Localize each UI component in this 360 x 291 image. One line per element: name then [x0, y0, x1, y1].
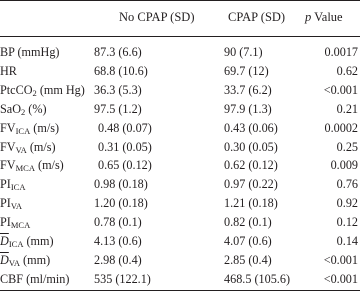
row-label-main: HR [0, 64, 17, 78]
cell-no-cpap: 68.8 (10.6) [94, 64, 148, 78]
cell-p-value: <0.001 [323, 272, 358, 286]
cell-no-cpap: 97.5 (1.2) [94, 102, 142, 116]
header-rule [0, 36, 360, 37]
row-label-subscript: VA [8, 258, 20, 268]
header-no-cpap: No CPAP (SD) [119, 10, 195, 24]
cell-p-value: <0.001 [323, 253, 358, 267]
cell-p-value: 0.0017 [324, 45, 358, 59]
cell-cpap: 1.21 (0.18) [224, 196, 278, 210]
row-label-unit: (mm Hg) [36, 83, 85, 97]
cell-p-value: 0.62 [336, 64, 358, 78]
cell-no-cpap: 0.65 (0.12) [98, 158, 152, 172]
row-label [0, 120, 59, 137]
cell-cpap: 0.30 (0.05) [224, 140, 278, 154]
row-label [0, 82, 85, 99]
row-label-unit: (mm) [20, 253, 51, 267]
row-label-main: FV [0, 121, 16, 135]
row-label-subscript: 2 [32, 88, 37, 98]
cell-cpap: 0.43 (0.06) [224, 121, 278, 135]
row-label-subscript: ICA [8, 239, 24, 249]
cell-cpap: 69.7 (12) [224, 64, 269, 78]
cell-cpap: 468.5 (105.6) [224, 272, 291, 286]
row-label-subscript: VA [15, 145, 27, 155]
row-label-main: FV [0, 140, 16, 154]
row-label [0, 252, 50, 269]
row-label [0, 176, 25, 193]
cell-no-cpap: 0.31 (0.05) [98, 140, 152, 154]
header-p-italic: p [305, 10, 312, 24]
row-label-main: BP (mmHg) [0, 45, 60, 59]
row-label [0, 63, 17, 80]
row-label-main: PI [0, 215, 11, 229]
cell-p-value: <0.001 [323, 83, 358, 97]
cell-no-cpap: 1.20 (0.18) [94, 196, 148, 210]
row-label-unit: (m/s) [34, 158, 64, 172]
cell-cpap: 0.62 (0.12) [224, 158, 278, 172]
cell-cpap: 4.07 (0.6) [224, 234, 272, 248]
row-label [0, 233, 54, 250]
row-label [0, 214, 30, 231]
row-label-main: $\overline{D}$ [0, 253, 9, 267]
row-label-main: CBF (ml/min) [0, 272, 70, 286]
cell-cpap: 0.97 (0.22) [224, 177, 278, 191]
row-label [0, 139, 56, 156]
header-p-value [305, 10, 343, 25]
cell-cpap: 33.7 (6.2) [224, 83, 272, 97]
cell-p-value: 0.0002 [324, 121, 358, 135]
row-label-unit: (m/s) [26, 140, 56, 154]
cell-p-value: 0.14 [336, 234, 358, 248]
row-label-unit: (mm) [23, 234, 54, 248]
cell-cpap: 90 (7.1) [224, 45, 263, 59]
cell-no-cpap: 36.3 (5.3) [94, 83, 142, 97]
cell-cpap: 2.85 (0.4) [224, 253, 272, 267]
row-label-main: SaO [0, 102, 21, 116]
row-label-main: PtcCO [0, 83, 33, 97]
row-label-main: PI [0, 196, 11, 210]
cell-no-cpap: 0.48 (0.07) [98, 121, 152, 135]
header-cpap: CPAP (SD) [228, 10, 286, 24]
cell-p-value: 0.21 [336, 102, 358, 116]
top-rule [0, 0, 360, 1]
header-p-rest: Value [311, 10, 343, 24]
cell-p-value: 0.92 [336, 196, 358, 210]
row-label-subscript: ICA [10, 182, 26, 192]
row-label [0, 101, 47, 118]
table-header [0, 6, 360, 30]
cell-cpap: 0.82 (0.1) [224, 215, 272, 229]
cell-p-value: 0.76 [336, 177, 358, 191]
cell-no-cpap: 0.98 (0.18) [94, 177, 148, 191]
row-label [0, 271, 69, 288]
cell-no-cpap: 4.13 (0.6) [94, 234, 142, 248]
row-label-main: PI [0, 177, 11, 191]
row-label-subscript: 2 [21, 107, 26, 117]
cell-p-value: 0.12 [336, 215, 358, 229]
row-label-subscript: VA [10, 201, 23, 211]
cell-cpap: 97.9 (1.3) [224, 102, 272, 116]
cell-p-value: 0.009 [330, 158, 358, 172]
row-label-subscript: ICA [15, 126, 31, 136]
row-label-subscript: MCA [10, 220, 31, 230]
cell-p-value: 0.25 [336, 140, 358, 154]
row-label-main: FV [0, 158, 16, 172]
row-label [0, 44, 59, 61]
cell-no-cpap: 87.3 (6.6) [94, 45, 142, 59]
row-label [0, 195, 22, 212]
cell-no-cpap: 2.98 (0.4) [94, 253, 142, 267]
row-label-unit: (%) [25, 102, 47, 116]
row-label [0, 157, 64, 174]
row-label-subscript: MCA [15, 163, 35, 173]
cell-no-cpap: 0.78 (0.1) [94, 215, 142, 229]
row-label-unit: (m/s) [30, 121, 60, 135]
cell-no-cpap: 535 (122.1) [94, 272, 151, 286]
row-label-main: $\overline{D}$ [0, 234, 9, 248]
